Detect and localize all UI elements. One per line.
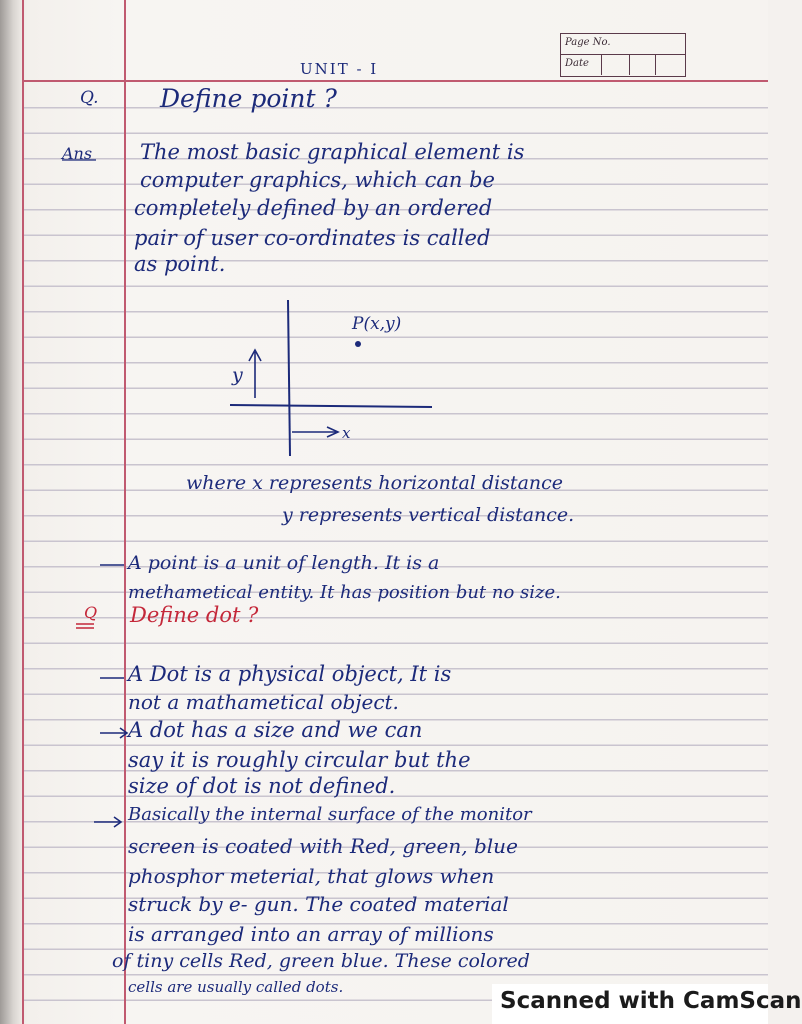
- question-1-text: Define point ?: [160, 84, 337, 113]
- x-axis-label: x: [342, 424, 351, 442]
- dot-line-12: cells are usually called dots.: [128, 978, 344, 996]
- unit-title: UNIT - I: [300, 60, 379, 78]
- answer-line-5: as point.: [134, 252, 226, 276]
- dot-line-2: not a mathametical object.: [128, 690, 399, 714]
- question-1-marker: Q.: [80, 88, 99, 108]
- dot-line-7: screen is coated with Red, green, blue: [128, 834, 518, 858]
- page-number-label: Page No.: [565, 37, 611, 48]
- answer-line-3: completely defined by an ordered: [134, 196, 493, 220]
- dot-line-6: Basically the internal surface of the monitor: [128, 804, 532, 825]
- answer-line-2: computer graphics, which can be: [140, 168, 495, 192]
- question-2-text: Define dot ?: [130, 603, 259, 627]
- y-axis-label: y: [232, 364, 243, 386]
- dot-line-9: struck by e- gun. The coated material: [128, 892, 509, 916]
- where-line-2: y represents vertical distance.: [282, 504, 575, 526]
- question-2-marker: Q: [84, 603, 98, 622]
- dot-line-1: A Dot is a physical object, It is: [128, 662, 452, 686]
- where-line-1: where x represents horizontal distance: [186, 472, 564, 494]
- camscanner-watermark: [492, 984, 802, 1024]
- answer-line-4: pair of user co-ordinates is called: [134, 226, 491, 250]
- answer-marker: Ans: [62, 144, 93, 163]
- date-label: Date: [565, 58, 589, 69]
- dot-line-8: phosphor meterial, that glows when: [128, 864, 495, 888]
- point-note-line-1: A point is a unit of length. It is a: [128, 552, 440, 574]
- watermark-text: Scanned with CamScan: [500, 988, 802, 1014]
- dot-line-3: A dot has a size and we can: [128, 718, 423, 742]
- dot-line-10: is arranged into an array of millions: [128, 922, 494, 946]
- answer-line-1: The most basic graphical element is: [140, 140, 525, 164]
- dot-line-4: say it is roughly circular but the: [128, 748, 471, 772]
- point-note-line-2: methametical entity. It has position but no size.: [128, 582, 561, 603]
- dot-line-11: of tiny cells Red, green blue. These colored: [112, 950, 530, 972]
- dot-line-5: size of dot is not defined.: [128, 774, 396, 798]
- point-label: P(x,y): [352, 314, 402, 334]
